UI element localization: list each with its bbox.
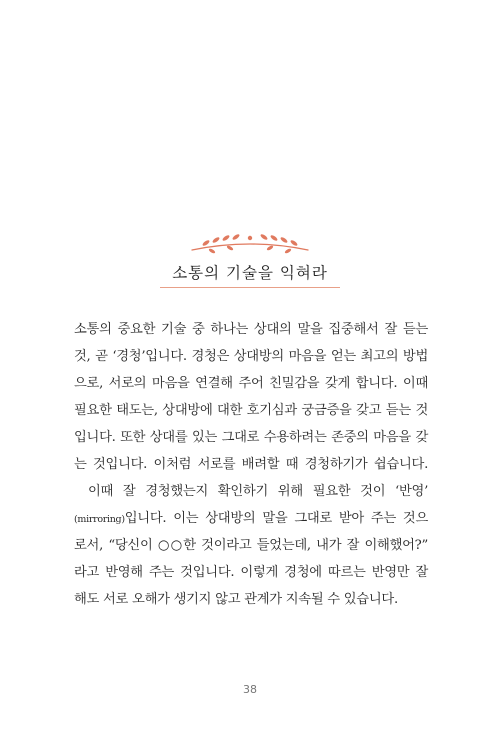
mirroring-term: (mirroring) [74, 514, 125, 525]
paragraph-line: 입니다. 또한 상대를 있는 그대로 수용하려는 존중의 마음을 갖 [74, 430, 428, 445]
paragraph-line: 으로, 서로의 마음을 연결해 주어 친밀감을 갖게 합니다. 이때 [74, 376, 428, 391]
laurel-branch-ornament-icon [186, 234, 314, 256]
paragraph-line-text: 입니다. 이는 상대방의 말을 그대로 받아 주는 것으 [124, 511, 428, 526]
paragraph-line: 필요한 태도는, 상대방에 대한 호기심과 궁금증을 갖고 듣는 것 [74, 403, 428, 418]
section-title: 소통의 기술을 익혀라 [172, 264, 328, 282]
paragraph-line: 라고 반영해 주는 것입니다. 이렇게 경청에 따르는 반영만 잘 [74, 565, 428, 580]
body-text [74, 320, 428, 617]
title-underline [160, 287, 340, 288]
paragraph-line: 소통의 중요한 기술 중 하나는 상대의 말을 집중해서 잘 듣는 [74, 322, 428, 337]
paragraph-line: 해도 서로 오해가 생기지 않고 관계가 지속될 수 있습니다. [74, 592, 398, 607]
paragraph-line: 이때 잘 경청했는지 확인하기 위해 필요한 것이 ‘반영’ [88, 484, 428, 499]
paragraph-line: 것, 곧 ‘경청’입니다. 경청은 상대방의 마음을 얻는 최고의 방법 [74, 349, 428, 364]
paragraph-line: 는 것입니다. 이처럼 서로를 배려할 때 경청하기가 쉽습니다. [74, 457, 428, 472]
page-number: 38 [243, 683, 257, 696]
paragraph-line: 로서, “당신이 ○○한 것이라고 들었는데, 내가 잘 이해했어?” [74, 538, 428, 553]
paragraph-line [74, 509, 428, 536]
